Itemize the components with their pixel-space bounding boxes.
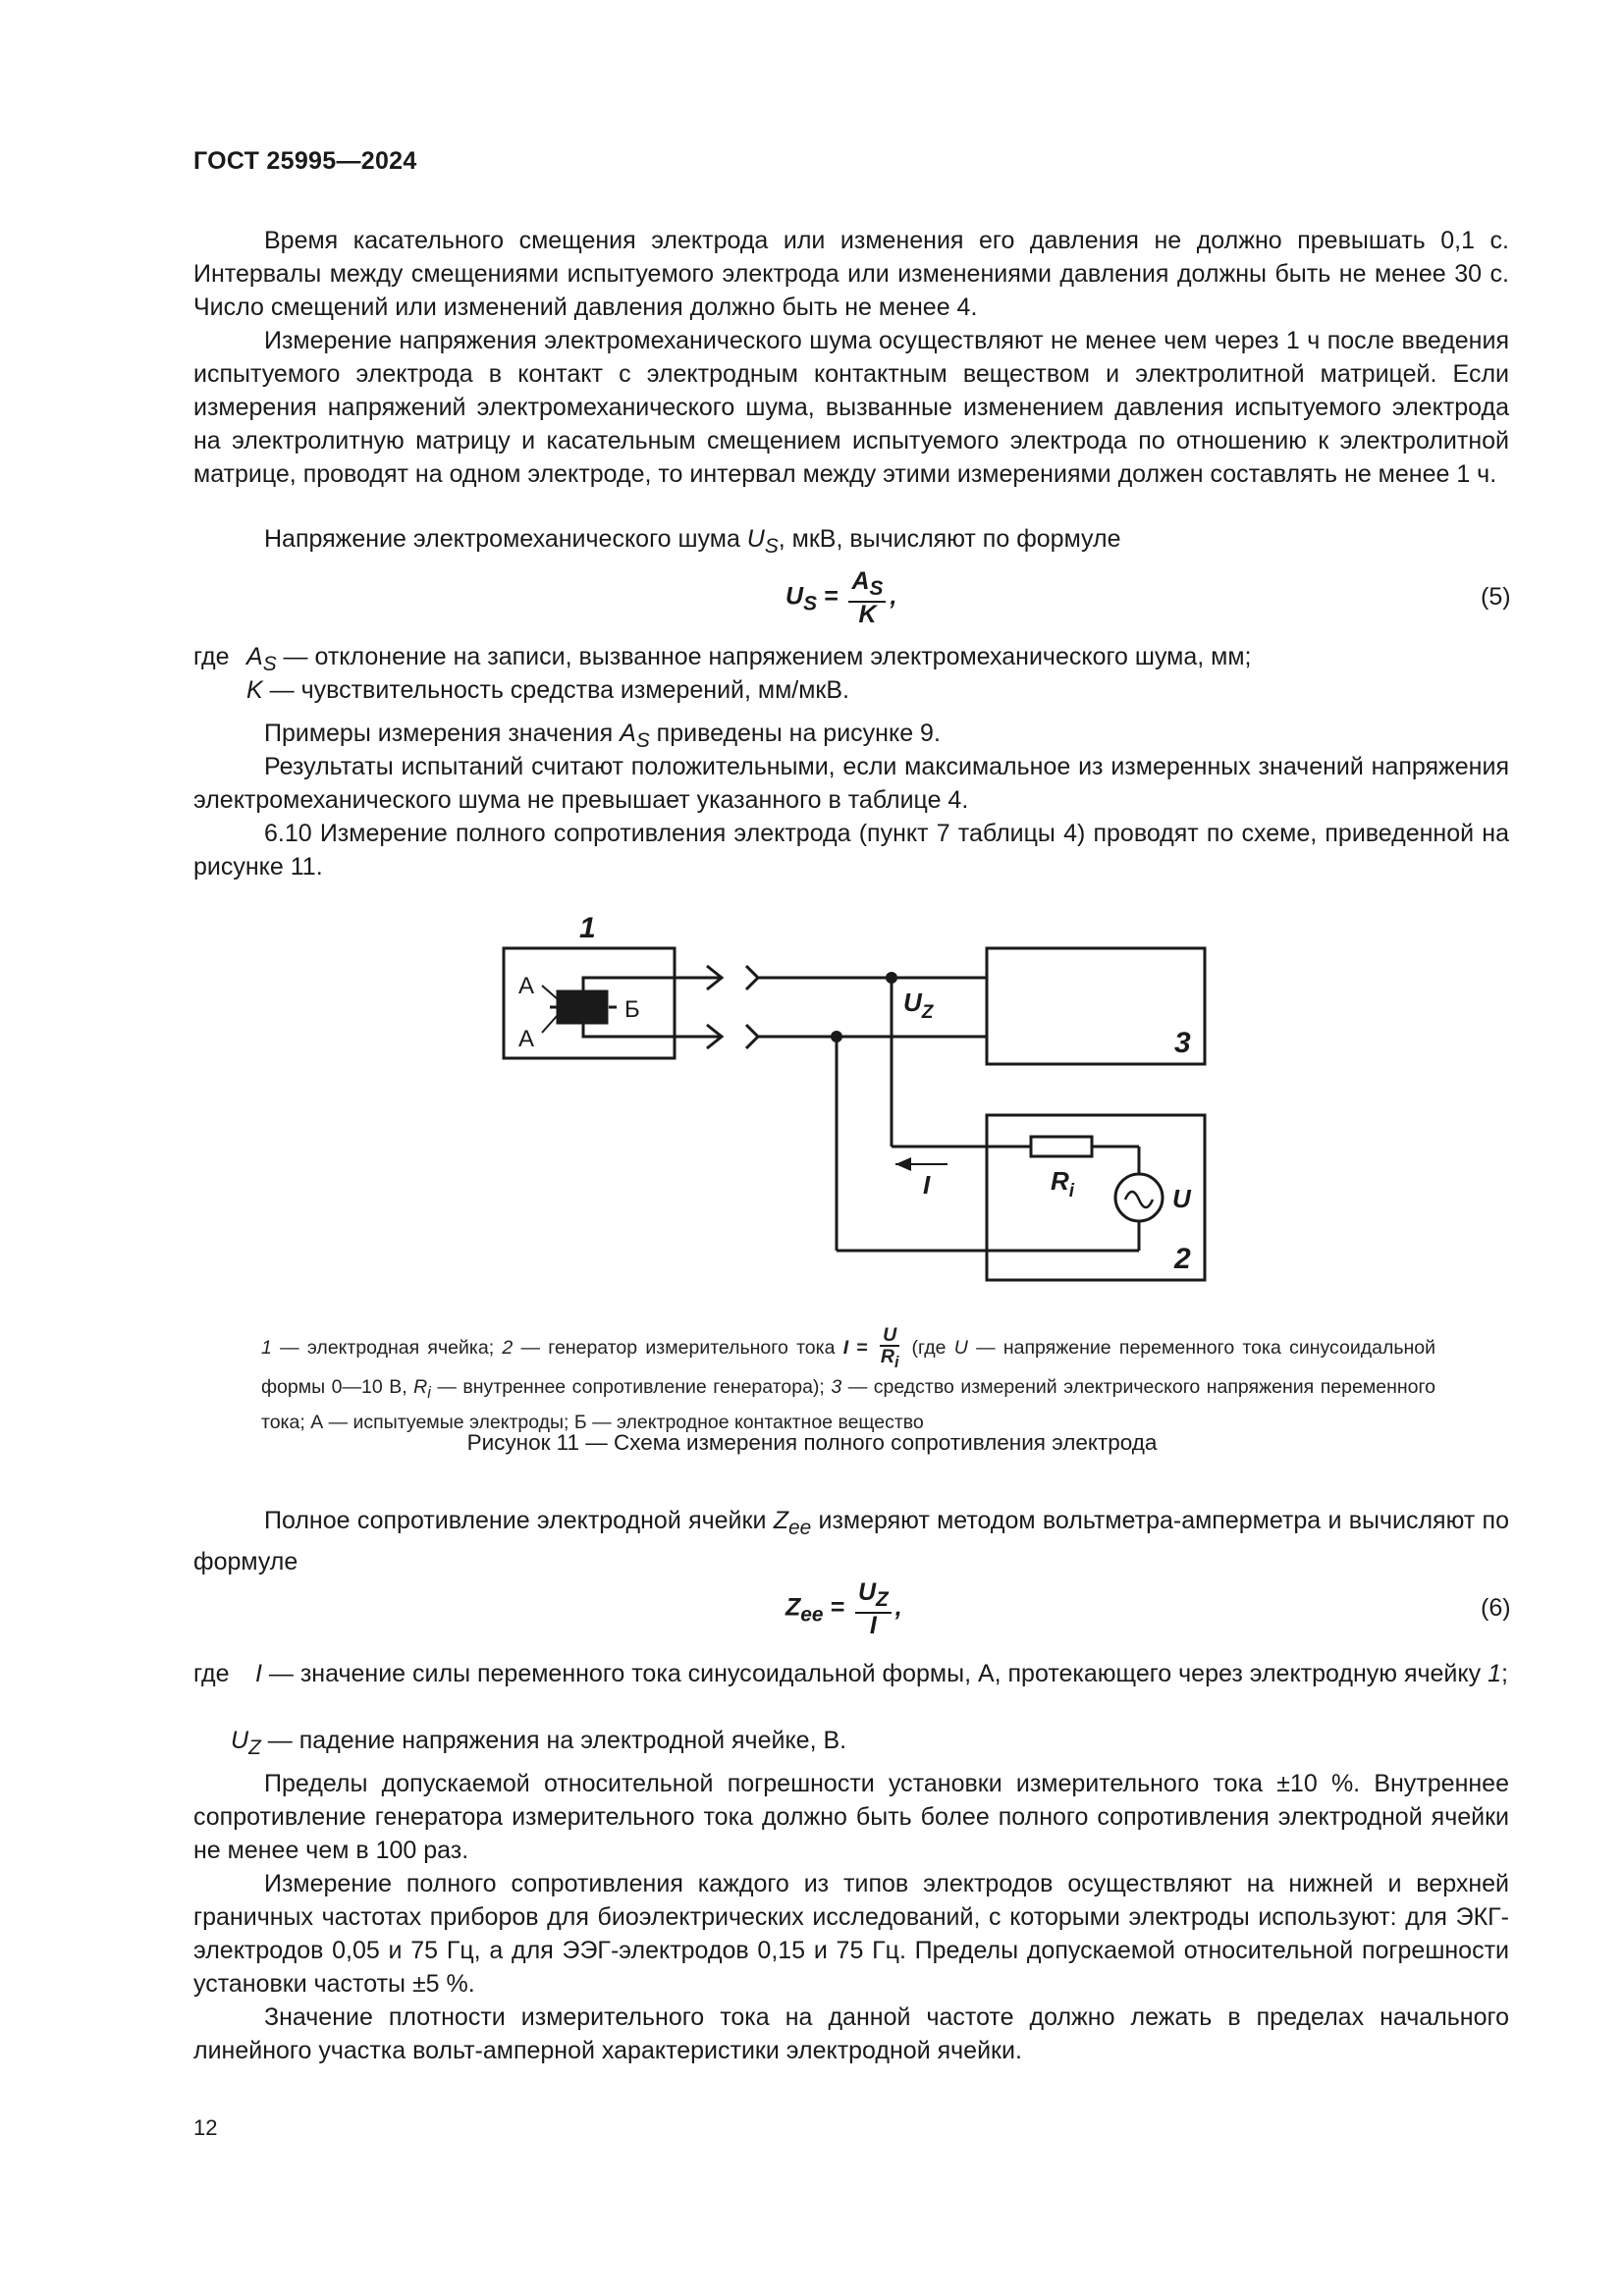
label-electrode-a2: А — [518, 1026, 535, 1052]
label-generator-number: 2 — [1174, 1243, 1191, 1275]
label-u: U — [1172, 1184, 1191, 1213]
formula-5: $U_S$ = $\frac{A_S}{K}$ , — [785, 567, 897, 628]
definition-k: K — чувствительность средства измерений, мм/мкВ. — [246, 676, 849, 704]
paragraph-2: Измерение напряжения электромеханического шума осуществляют не менее чем через 1 ч после введения испытуемого электрода в контакт с электродным контактным веществом и электролитной матрицей. Если измерения напряжений электромеханического шума, вызванные изменением давления испытуемого электрода на электролитную матрицу и касательным смещением испытуемого электрода по отношению к электролитной матрице, проводят на одном электроде, то интервал между этими измерениями должен составлять не менее 1 ч. — [193, 327, 1509, 488]
paragraph-4: Примеры измерения значения $A_S$ приведены на рисунке 9. — [264, 720, 941, 752]
definition-uz: $U_Z$ — падение напряжения на электродной ячейке, В. — [231, 1727, 847, 1759]
voltmeter-box — [987, 948, 1205, 1064]
resistor-ri — [1031, 1137, 1092, 1156]
label-meter-number: 3 — [1174, 1027, 1191, 1059]
paragraph-6: 6.10 Измерение полного сопротивления электрода (пункт 7 таблицы 4) проводят по схеме, приведенной на рисунке 11. — [193, 820, 1509, 881]
page-number: 12 — [193, 2115, 218, 2140]
paragraph-1: Время касательного смещения электрода или изменения его давления не должно превышать 0,1 с. Интервалы между смещениями испытуемого электрода или изменениями давления должны быть не менее 30 с. Число смещений или изменений давления должно быть не менее 4. — [193, 227, 1509, 321]
where-label-6: где — [193, 1660, 230, 1687]
paragraph-10: Значение плотности измерительного тока на данной частоте должно лежать в пределах начального линейного участка вольт-амперной характеристики электродной ячейки. — [193, 2003, 1509, 2064]
junction-dot-bottom — [831, 1031, 842, 1042]
where-label-5: где — [193, 643, 230, 670]
pointer-a2 — [542, 1015, 558, 1033]
label-cell-number: 1 — [579, 912, 596, 944]
label-ri: $R_i$ — [1051, 1166, 1075, 1201]
definition-as: $A_S$ — отклонение на записи, вызванное напряжением электромеханического шума, мм; — [246, 643, 1252, 675]
electrode-contact-substance — [558, 991, 607, 1023]
paragraph-8: Пределы допускаемой относительной погрешности установки измерительного тока ±10 %. Внутреннее сопротивление генератора измерительного тока должно быть более полного сопротивления электродной ячейки не менее чем в 100 раз. — [193, 1770, 1509, 1864]
formula-6: $Z_{ee}$ = $\frac{U_Z}{I}$ , — [785, 1578, 902, 1639]
label-electrode-a1: А — [518, 973, 535, 999]
label-electrode-b: Б — [624, 996, 640, 1023]
paragraph-3: Напряжение электромеханического шума $U_S$, мкВ, вычисляют по формуле — [264, 525, 1121, 558]
equation-number-6: (6) — [1481, 1594, 1511, 1622]
figure-caption: 1 — электродная ячейка; 2 — генератор измерительного тока I = $\frac{U}{R_i}$ (где U — напряжение переменного тока синусоидальной формы 0—10 В, $R_i$ — внутреннее сопротивление генератора); 3 — средство измерений электрического напряжения переменного тока; А — испытуемые электроды; Б — электродное контактное вещество — [261, 1324, 1435, 1433]
label-uz: $U_Z$ — [903, 988, 934, 1023]
socket-bottom — [746, 1025, 758, 1048]
paragraph-9: Измерение полного сопротивления каждого из типов электродов осуществляют на нижней и верхней граничных частотах приборов для биоэлектрических исследований, с которыми электроды используют: для ЭКГ-электродов 0,05 и 75 Гц, а для ЭЭГ-электродов 0,15 и 75 Гц. Пределы допускаемой относительной погрешности установки частоты ±5 %. — [193, 1870, 1509, 1998]
socket-top — [746, 966, 758, 989]
equation-number-5: (5) — [1481, 583, 1511, 611]
paragraph-7: Полное сопротивление электродной ячейки $Z_{ee}$ измеряют методом вольтметра-амперметра и вычисляют по формуле — [193, 1507, 1509, 1575]
junction-dot-top — [886, 972, 897, 984]
definition-i: I — значение силы переменного тока синусоидальной формы, А, протекающего через электродную ячейку 1; — [255, 1660, 1508, 1687]
paragraph-5: Результаты испытаний считают положительными, если максимальное из измеренных значений напряжения электромеханического шума не превышает указанного в таблице 4. — [193, 753, 1509, 814]
pointer-a1 — [542, 986, 558, 999]
label-current: I — [923, 1170, 931, 1200]
document-code: ГОСТ 25995—2024 — [193, 147, 417, 175]
figure-title: Рисунок 11 — Схема измерения полного сопротивления электрода — [466, 1430, 1158, 1455]
